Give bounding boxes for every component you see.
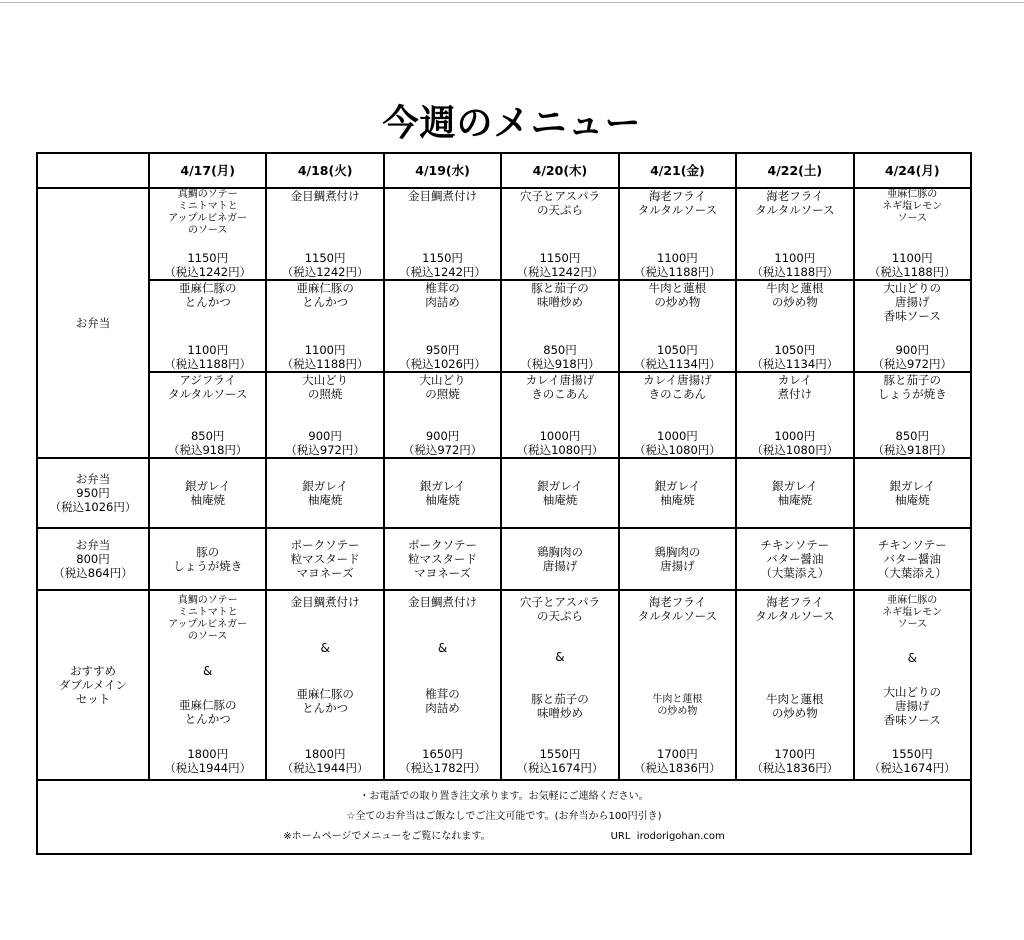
menu-cell [736, 372, 853, 458]
menu-cell [619, 280, 736, 372]
menu-cell [854, 188, 971, 280]
menu-item [620, 529, 735, 589]
dish-name: 銀ガレイ 柚庵焼 [889, 479, 935, 507]
menu-cell [619, 372, 736, 458]
price-block [517, 429, 604, 457]
price-tax-included: （税込1836円） [634, 760, 721, 775]
ampersand: & [555, 650, 565, 665]
menu-item [620, 189, 735, 279]
menu-item [385, 281, 500, 371]
header-row [37, 153, 971, 188]
menu-item [502, 459, 617, 527]
menu-item [385, 529, 500, 589]
category-bento: お弁当 [37, 188, 149, 458]
category-bento-800: お弁当 800円 （税込864円） [37, 528, 149, 590]
menu-cell [149, 528, 266, 590]
dish-name: 銀ガレイ 柚庵焼 [184, 479, 231, 507]
menu-item [855, 281, 970, 371]
price-tax-included: （税込972円） [285, 443, 365, 457]
dish-name: 大山どりの 唐揚げ 香味ソース [883, 281, 942, 323]
menu-item [855, 459, 970, 527]
dish-name: 亜麻仁豚の ネギ塩レモン ソース [882, 189, 943, 224]
price-block [403, 429, 482, 457]
price: 900円 [425, 429, 460, 443]
price: 900円 [895, 343, 929, 357]
dish-name: カレイ唐揚げ きのこあん [525, 373, 595, 401]
price: 1550円 [539, 746, 581, 761]
dish-name: 豚の しょうが焼き [173, 545, 243, 573]
price-block [164, 343, 251, 371]
dish-name: 鶏胸肉の 唐揚げ [536, 545, 583, 573]
price: 1650円 [422, 747, 463, 761]
set-item [620, 591, 735, 779]
menu-item [150, 529, 265, 589]
price-block [285, 429, 364, 457]
menu-cell [266, 528, 383, 590]
menu-cell [149, 458, 266, 528]
note-no-rice: ☆全てのお弁当はご飯なしでご注文可能です。(お弁当から100円引き) [346, 811, 662, 822]
price: 1800円 [187, 746, 229, 761]
menu-cell [149, 280, 266, 372]
menu-cell [501, 528, 618, 590]
set-dish-2: 亜麻仁豚の とんかつ [178, 698, 237, 727]
double-main-row [37, 590, 971, 780]
page-title: 今週のメニュー [382, 103, 642, 144]
set-dish-2: 大山どりの 唐揚げ 香味ソース [883, 685, 942, 727]
dish-name: 豚と茄子の しょうが焼き [877, 373, 947, 401]
price: 1700円 [774, 746, 816, 761]
day-header: 4/21(金) [619, 153, 736, 188]
ampersand: & [203, 663, 213, 678]
price-tax-included: （税込1188円） [281, 357, 369, 371]
homepage-url[interactable]: URL irodorigohan.com [610, 831, 725, 842]
dish-name: カレイ 煮付け [777, 373, 813, 401]
menu-item [502, 189, 617, 279]
price-tax-included: （税込918円） [872, 443, 952, 457]
menu-cell [501, 590, 618, 780]
price-tax-included: （税込1674円） [868, 761, 956, 775]
menu-item [385, 459, 500, 527]
menu-cell [266, 458, 383, 528]
price-block [164, 251, 251, 279]
price-tax-included: （税込918円） [520, 357, 600, 371]
menu-cell [501, 188, 618, 280]
menu-item [267, 373, 382, 457]
set-dish-1: 金目鯛煮付け [290, 595, 360, 609]
price-tax-included: （税込1026円） [399, 357, 486, 371]
price-tax-included: （税込1242円） [164, 265, 252, 279]
price-tax-included: （税込972円） [402, 443, 483, 457]
menu-cell [384, 458, 501, 528]
weekly-menu-table [36, 152, 972, 855]
menu-cell [384, 528, 501, 590]
menu-cell [149, 188, 266, 280]
day-header: 4/24(月) [854, 153, 971, 188]
menu-item [737, 529, 852, 589]
menu-cell [736, 188, 853, 280]
note-phone-order: ・お電話での取り置き注文承ります。お気軽にご連絡ください。 [359, 791, 649, 802]
price-tax-included: （税込918円） [167, 443, 248, 457]
price-block [168, 429, 247, 457]
price: 1000円 [657, 429, 698, 443]
dish-name: ポークソテー 粒マスタード マヨネーズ [408, 538, 478, 580]
menu-cell [384, 372, 501, 458]
set-dish-1: 海老フライ タルタルソース [755, 595, 835, 623]
notes-row [37, 780, 971, 854]
menu-item [267, 189, 382, 279]
menu-item [620, 281, 735, 371]
dish-name: 牛肉と蓮根 の炒め物 [766, 281, 824, 309]
price-block [873, 429, 952, 457]
bento-row-1 [37, 188, 971, 280]
price-block [869, 747, 956, 775]
dish-name: 豚と茄子の 味噌炒め [531, 281, 589, 309]
price-block [634, 429, 721, 457]
menu-cell [736, 528, 853, 590]
set-dish-1: 金目鯛煮付け [408, 595, 478, 609]
dish-name: 牛肉と蓮根 の炒め物 [648, 281, 707, 309]
price-block [517, 747, 604, 775]
price: 900円 [308, 429, 342, 443]
price: 1000円 [539, 429, 581, 443]
price: 1000円 [774, 429, 816, 443]
day-header: 4/18(火) [266, 153, 383, 188]
price-tax-included: （税込1944円） [164, 760, 252, 775]
menu-cell [619, 458, 736, 528]
price: 1150円 [539, 251, 581, 265]
price-tax-included: （税込1188円） [751, 265, 839, 279]
dish-name: 銀ガレイ 柚庵焼 [419, 479, 466, 507]
price-tax-included: （税込1080円） [751, 443, 839, 457]
dish-name: 大山どり の照焼 [302, 373, 349, 401]
menu-item [855, 529, 970, 589]
menu-cell [266, 372, 383, 458]
menu-cell [736, 590, 853, 780]
menu-item [150, 459, 265, 527]
day-header: 4/20(木) [501, 153, 618, 188]
price-block [869, 251, 956, 279]
day-header: 4/22(土) [736, 153, 853, 188]
menu-item [737, 189, 852, 279]
set-item [737, 591, 852, 779]
set-dish-2: 牛肉と蓮根 の炒め物 [766, 691, 824, 720]
day-header: 4/19(水) [384, 153, 501, 188]
price-tax-included: （税込1836円） [751, 760, 839, 775]
menu-cell [854, 458, 971, 528]
price-tax-included: （税込1080円） [516, 443, 604, 457]
dish-name: 椎茸の 肉詰め [425, 281, 460, 309]
price: 1150円 [187, 251, 229, 265]
price-block [399, 251, 486, 279]
price: 850円 [190, 429, 225, 443]
set-dish-1: 真鯛のソテー ミニトマトと アップルビネガー のソース [168, 595, 248, 642]
menu-cell [619, 188, 736, 280]
dish-name: カレイ唐揚げ きのこあん [643, 373, 712, 401]
price-tax-included: （税込1188円） [164, 357, 252, 371]
price-tax-included: （税込1188円） [634, 265, 721, 279]
menu-cell [619, 590, 736, 780]
ampersand [675, 652, 679, 666]
price: 1550円 [891, 747, 933, 761]
menu-item [150, 189, 265, 279]
set-dish-2: 亜麻仁豚の とんかつ [296, 687, 354, 715]
menu-cell [854, 590, 971, 780]
price: 1050円 [657, 343, 698, 357]
top-border-line [0, 2, 1024, 3]
price: 1150円 [422, 251, 463, 265]
corner-cell [37, 153, 149, 188]
menu-item [620, 459, 735, 527]
dish-name: 海老フライ タルタルソース [755, 189, 835, 217]
menu-cell [149, 372, 266, 458]
set-item [855, 591, 970, 779]
dish-name: 銀ガレイ 柚庵焼 [302, 479, 348, 507]
price-tax-included: （税込1782円） [399, 761, 486, 775]
price: 1700円 [657, 746, 698, 761]
ampersand: & [320, 641, 330, 655]
menu-cell [854, 280, 971, 372]
price-block [399, 343, 486, 371]
menu-cell [736, 280, 853, 372]
menu-cell [266, 280, 383, 372]
menu-item [150, 281, 265, 371]
set-item [267, 591, 382, 779]
price-block [164, 747, 251, 775]
ampersand [793, 650, 797, 664]
menu-cell [384, 590, 501, 780]
menu-item [737, 373, 852, 457]
menu-cell [149, 590, 266, 780]
menu-cell [854, 372, 971, 458]
price-tax-included: （税込1944円） [281, 761, 369, 775]
price-block [399, 747, 486, 775]
price-block [751, 747, 838, 775]
menu-cell [854, 528, 971, 590]
dish-name: チキンソテー バター醤油 （大葉添え） [877, 538, 947, 580]
menu-item [150, 373, 265, 457]
notes-cell [37, 780, 971, 854]
dish-name: 銀ガレイ 柚庵焼 [772, 479, 818, 507]
menu-item [267, 459, 382, 527]
menu-item [502, 529, 617, 589]
price-block [751, 429, 838, 457]
menu-item [267, 529, 382, 589]
price: 1100円 [891, 251, 933, 265]
price-tax-included: （税込1242円） [516, 265, 604, 279]
set-dish-1: 穴子とアスパラ の天ぷら [519, 595, 600, 623]
price-tax-included: （税込1674円） [516, 760, 604, 775]
menu-item [737, 459, 852, 527]
menu-item [620, 373, 735, 457]
dish-name: 大山どり の照焼 [419, 373, 466, 401]
set-item [385, 591, 500, 779]
menu-cell [384, 280, 501, 372]
menu-item [855, 373, 970, 457]
dish-name: 銀ガレイ 柚庵焼 [654, 479, 701, 507]
menu-item [385, 373, 500, 457]
price: 850円 [543, 343, 577, 357]
set-item [502, 591, 617, 779]
set-dish-1: 亜麻仁豚の ネギ塩レモン ソース [882, 595, 943, 630]
menu-cell [619, 528, 736, 590]
note-homepage: ※ホームページでメニューをご覧になれます。 URL irodorigohan.com [283, 831, 725, 842]
menu-cell [736, 458, 853, 528]
dish-name: 亜麻仁豚の とんかつ [178, 281, 237, 309]
menu-cell [384, 188, 501, 280]
menu-item [855, 189, 970, 279]
price-block [282, 251, 369, 279]
menu-cell [501, 372, 618, 458]
set-dish-1: 海老フライ タルタルソース [637, 595, 718, 623]
price-block [282, 343, 369, 371]
menu-cell [266, 590, 383, 780]
price-tax-included: （税込1188円） [868, 265, 956, 279]
price-block [873, 343, 952, 371]
price-block [634, 343, 721, 371]
dish-name: アジフライ タルタルソース [167, 373, 248, 401]
menu-cell [501, 280, 618, 372]
set-item [150, 591, 265, 779]
price-tax-included: （税込1242円） [281, 265, 369, 279]
dish-name: 金目鯛煮付け [290, 189, 360, 203]
dish-name: 亜麻仁豚の とんかつ [296, 281, 354, 309]
dish-name: 穴子とアスパラ の天ぷら [519, 189, 600, 217]
menu-item [502, 281, 617, 371]
price-tax-included: （税込1134円） [634, 357, 721, 371]
price: 1050円 [774, 343, 816, 357]
price-block [634, 251, 721, 279]
price: 1800円 [304, 747, 346, 761]
dish-name: 真鯛のソテー ミニトマトと アップルビネガー のソース [168, 189, 248, 236]
bento-row-3 [37, 372, 971, 458]
price: 1100円 [657, 251, 698, 265]
menu-item [267, 281, 382, 371]
price-block [751, 251, 838, 279]
dish-name: ポークソテー 粒マスタード マヨネーズ [290, 538, 360, 580]
menu-item [737, 281, 852, 371]
price-tax-included: （税込1080円） [634, 443, 721, 457]
price-block [634, 747, 721, 775]
dish-name: 海老フライ タルタルソース [637, 189, 718, 217]
price: 1100円 [304, 343, 346, 357]
price-tax-included: （税込972円） [872, 357, 952, 371]
menu-cell [266, 188, 383, 280]
price-block [751, 343, 838, 371]
menu-item [385, 189, 500, 279]
bento-row-2 [37, 280, 971, 372]
menu-cell [501, 458, 618, 528]
price: 1100円 [187, 343, 229, 357]
ampersand: & [437, 641, 448, 655]
menu-item [502, 373, 617, 457]
bento-950-row [37, 458, 971, 528]
dish-name: 銀ガレイ 柚庵焼 [537, 479, 583, 507]
dish-name: 鶏胸肉の 唐揚げ [654, 545, 701, 573]
price: 850円 [895, 429, 929, 443]
price: 1150円 [304, 251, 346, 265]
price-tax-included: （税込1134円） [751, 357, 839, 371]
price-block [520, 343, 599, 371]
category-double-main: おすすめ ダブルメイン セット [37, 590, 149, 780]
price-block [517, 251, 604, 279]
set-dish-2: 豚と茄子の 味噌炒め [531, 691, 589, 720]
dish-name: チキンソテー バター醤油 （大葉添え） [760, 538, 830, 580]
dish-name: 金目鯛煮付け [408, 189, 478, 203]
ampersand: & [907, 651, 917, 665]
set-dish-2: 牛肉と蓮根 の炒め物 [652, 694, 703, 718]
price: 950円 [425, 343, 460, 357]
set-dish-2: 椎茸の 肉詰め [425, 687, 460, 715]
day-header: 4/17(月) [149, 153, 266, 188]
category-bento-950: お弁当 950円 （税込1026円） [37, 458, 149, 528]
price-tax-included: （税込1242円） [399, 265, 486, 279]
bento-800-row [37, 528, 971, 590]
price-block [282, 747, 369, 775]
price: 1100円 [774, 251, 816, 265]
